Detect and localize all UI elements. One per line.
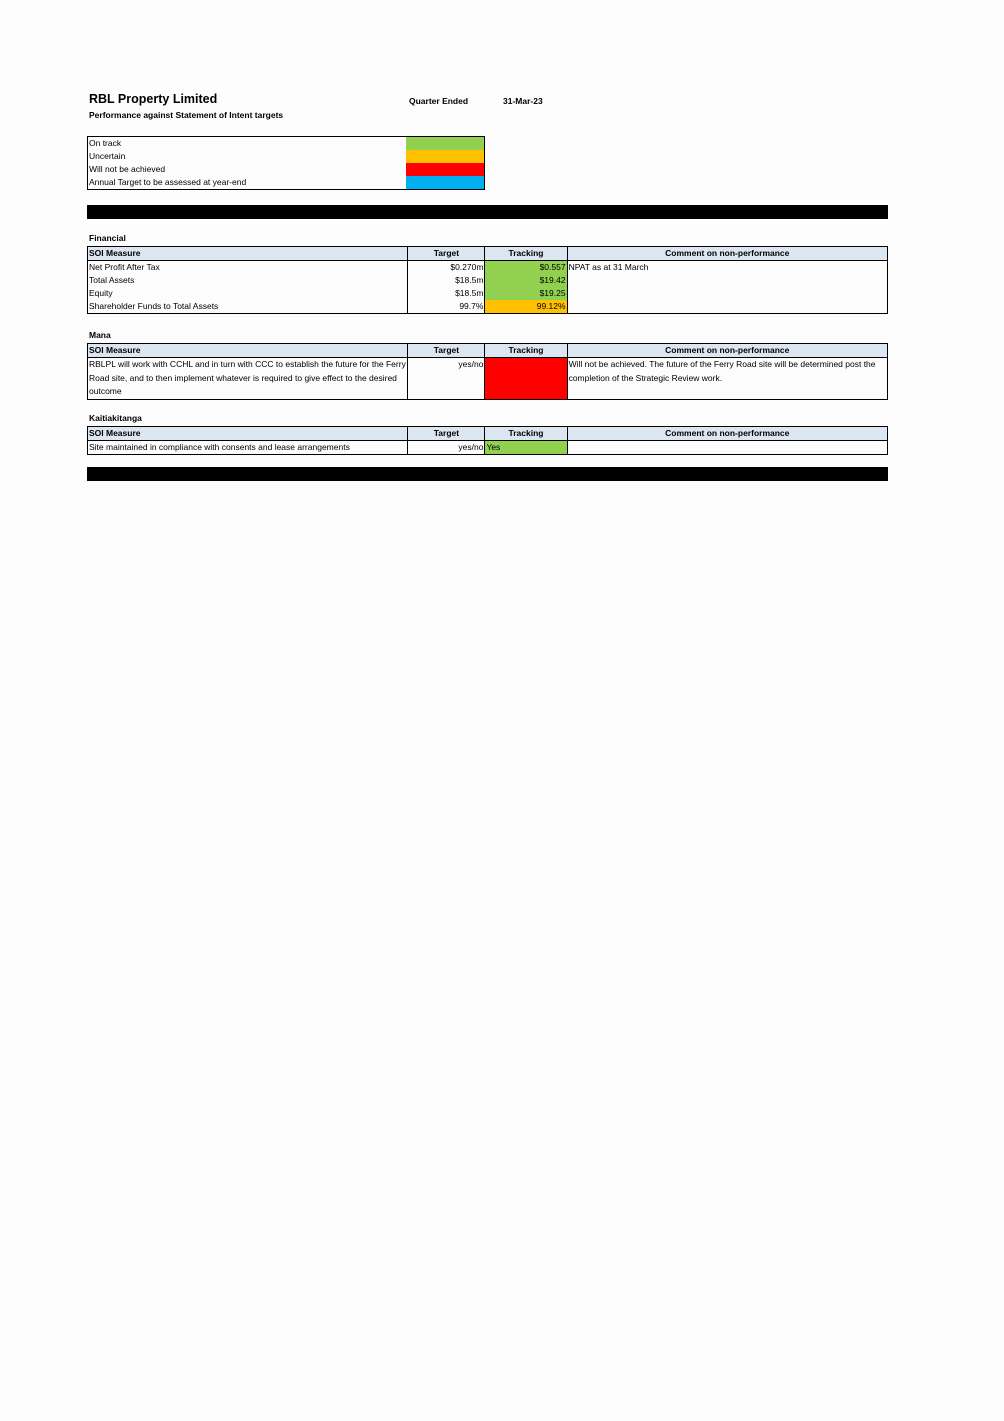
measure-cell: Net Profit After Tax	[88, 261, 408, 275]
tracking-cell: 99.12%	[485, 300, 567, 314]
target-cell: $18.5m	[408, 274, 485, 287]
comment-cell	[567, 300, 887, 314]
legend-item	[88, 176, 485, 190]
financial-table	[87, 246, 888, 314]
table-row	[88, 261, 888, 275]
legend-item	[88, 163, 485, 176]
measure-cell: Shareholder Funds to Total Assets	[88, 300, 408, 314]
table-row	[88, 300, 888, 314]
comment-cell	[567, 287, 887, 300]
legend-label: Uncertain	[89, 151, 126, 161]
measure-cell: Equity	[88, 287, 408, 300]
column-header-target: Target	[408, 247, 485, 261]
target-cell: yes/no	[408, 358, 485, 400]
tracking-cell	[485, 358, 567, 400]
section-title-kaitiakitanga: Kaitiakitanga	[89, 413, 142, 423]
target-cell: 99.7%	[408, 300, 485, 314]
target-cell: $18.5m	[408, 287, 485, 300]
legend-item	[88, 137, 485, 151]
legend-swatch	[406, 163, 485, 176]
column-header-target: Target	[408, 427, 485, 441]
legend-swatch	[406, 137, 485, 151]
column-header-tracking: Tracking	[485, 427, 567, 441]
column-header-comment: Comment on non-performance	[567, 344, 887, 358]
legend-label: Annual Target to be assessed at year-end	[89, 177, 247, 187]
comment-cell: Will not be achieved. The future of the Ferry Road site will be determined post the completion of the Strategic Review work.	[567, 358, 887, 400]
measure-cell: Total Assets	[88, 274, 408, 287]
table-row	[88, 287, 888, 300]
mana-table	[87, 343, 888, 400]
tracking-cell: $19.42	[485, 274, 567, 287]
legend-label: On track	[89, 138, 122, 148]
quarter-date: 31-Mar-23	[503, 96, 543, 106]
kaitiakitanga-table	[87, 426, 888, 455]
company-title: RBL Property Limited	[89, 92, 218, 106]
column-header-tracking: Tracking	[485, 344, 567, 358]
divider-bar	[87, 205, 888, 219]
table-row	[88, 274, 888, 287]
column-header-comment: Comment on non-performance	[567, 427, 887, 441]
tracking-cell: $0.557	[485, 261, 567, 275]
measure-cell: Site maintained in compliance with consents and lease arrangements	[88, 441, 408, 455]
tracking-cell: Yes	[485, 441, 567, 455]
comment-cell	[567, 274, 887, 287]
table-row	[88, 358, 888, 400]
column-header-measure: SOI Measure	[88, 247, 408, 261]
target-cell: $0.270m	[408, 261, 485, 275]
measure-cell: RBLPL will work with CCHL and in turn with CCC to establish the future for the Ferry Road site, and to then implement whatever is required to give effect to the desired outcome	[88, 358, 408, 400]
comment-cell	[567, 441, 887, 455]
legend-swatch	[406, 176, 485, 190]
column-header-measure: SOI Measure	[88, 427, 408, 441]
tracking-cell: $19.25	[485, 287, 567, 300]
table-row	[88, 441, 888, 455]
column-header-measure: SOI Measure	[88, 344, 408, 358]
column-header-tracking: Tracking	[485, 247, 567, 261]
comment-cell: NPAT as at 31 March	[567, 261, 887, 275]
column-header-comment: Comment on non-performance	[567, 247, 887, 261]
quarter-label: Quarter Ended	[409, 96, 469, 106]
section-title-mana: Mana	[89, 330, 111, 340]
legend-label: Will not be achieved	[89, 164, 166, 174]
target-cell: yes/no	[408, 441, 485, 455]
divider-bar	[87, 467, 888, 481]
column-header-target: Target	[408, 344, 485, 358]
legend-item	[88, 150, 485, 163]
status-legend	[87, 136, 485, 190]
report-subtitle: Performance against Statement of Intent targets	[89, 110, 284, 120]
legend-swatch	[406, 150, 485, 163]
section-title-financial: Financial	[89, 233, 126, 243]
